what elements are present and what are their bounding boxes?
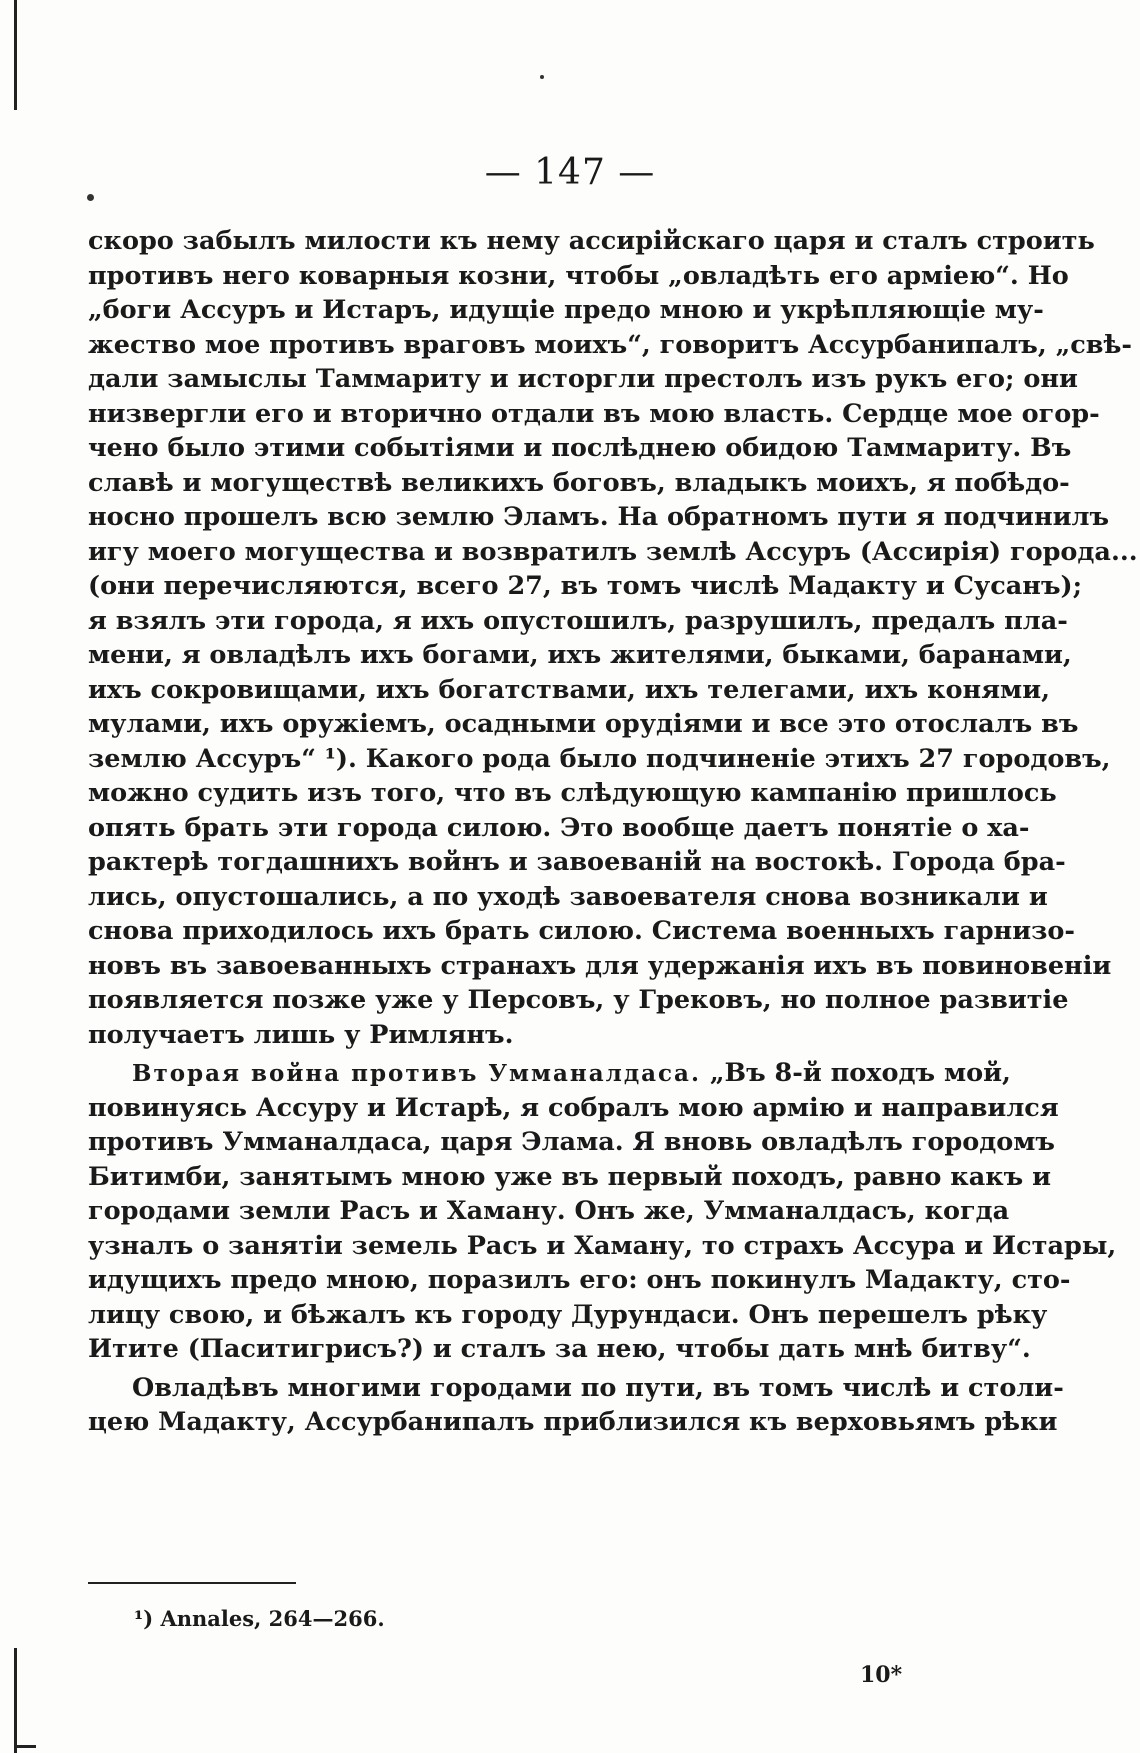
text-line: городами земли Расъ и Хаману. Онъ же, Умманалдасъ, когда bbox=[88, 1196, 1010, 1226]
text-line: новъ въ завоеванныхъ странахъ для удержанія ихъ въ повиновеніи bbox=[88, 950, 1112, 981]
text-line: можно судить изъ того, что въ слѣдующую кампанію пришлось bbox=[88, 778, 1057, 808]
text-line: (они перечисляются, всего 27, въ томъ числѣ Мадакту и Сусанъ); bbox=[88, 571, 1082, 601]
text-line: повинуясь Ассуру и Истарѣ, я собралъ мою армію и направился bbox=[88, 1092, 1059, 1123]
text-line: славѣ и могуществѣ великихъ боговъ, владыкъ моихъ, я побѣдо- bbox=[88, 467, 1070, 498]
section-first-line bbox=[88, 1056, 1011, 1091]
text-line: идущихъ предо мною, поразилъ его: онъ покинулъ Мадакту, сто- bbox=[88, 1265, 1071, 1295]
text-line: ихъ сокровищами, ихъ богатствами, ихъ телегами, ихъ конями, bbox=[88, 674, 1050, 705]
text-line: дали замыслы Таммариту и исторгли престолъ изъ рукъ его; они bbox=[88, 364, 1078, 394]
text-line: цею Мадакту, Ассурбанипалъ приблизился къ верховьямъ рѣки bbox=[88, 1407, 1058, 1437]
body-text bbox=[88, 224, 1138, 1440]
text-line: низвергли его и вторично отдали въ мою власть. Сердце мое огор- bbox=[88, 398, 1100, 429]
page-number: — 147 — bbox=[484, 152, 656, 193]
text-line: игу моего могущества и возвратилъ землѣ Ассуръ (Ассирія) города... bbox=[88, 536, 1138, 567]
scan-border-corner bbox=[14, 1745, 36, 1748]
text-line: мени, я овладѣлъ ихъ богами, ихъ жителями, быками, баранами, bbox=[88, 640, 1072, 670]
footnote-divider bbox=[88, 1582, 296, 1584]
text-line: чено было этими событіями и послѣднею обидою Таммариту. Въ bbox=[88, 433, 1072, 463]
text-line: Итите (Паситигрисъ?) и сталъ за нею, чтобы дать мнѣ битву“. bbox=[88, 1334, 1031, 1364]
text-line: носно прошелъ всю землю Эламъ. На обратномъ пути я подчинилъ bbox=[88, 502, 1110, 532]
text-line: мулами, ихъ оружіемъ, осадными орудіями и все это отослалъ въ bbox=[88, 709, 1079, 739]
text-line: Битимби, занятымъ мною уже въ первый походъ, равно какъ и bbox=[88, 1161, 1051, 1192]
text-line: „боги Ассуръ и Истаръ, идущіе предо мною и укрѣпляющіе му- bbox=[88, 295, 1044, 325]
scan-border-top bbox=[14, 0, 17, 110]
text-line: лицу свою, и бѣжалъ къ городу Дурундаси. Онъ перешелъ рѣку bbox=[88, 1299, 1048, 1330]
text-line: опять брать эти города силою. Это вообще даетъ понятіе о ха- bbox=[88, 812, 1030, 843]
text-line: землю Ассуръ“ ¹). Какого рода было подчиненіе этихъ 27 городовъ, bbox=[88, 743, 1111, 774]
text-line: я взялъ эти города, я ихъ опустошилъ, разрушилъ, предалъ пла- bbox=[88, 605, 1068, 636]
text-line: получаетъ лишь у Римлянъ. bbox=[88, 1019, 514, 1050]
printer-signature-mark: 10* bbox=[860, 1662, 903, 1688]
scan-speck bbox=[87, 194, 94, 201]
text-line: противъ него коварныя козни, чтобы „овладѣть его арміею“. Но bbox=[88, 260, 1069, 291]
text-line: лись, опустошались, а по уходѣ завоевателя снова возникали и bbox=[88, 881, 1048, 912]
text-line: снова приходилось ихъ брать силою. Система военныхъ гарнизо- bbox=[88, 916, 1075, 946]
footnote: ¹) Annales, 264—266. bbox=[134, 1606, 385, 1631]
text-line: жество мое противъ враговъ моихъ“, говоритъ Ассурбанипалъ, „свѣ- bbox=[88, 329, 1132, 360]
text-line: Овладѣвъ многими городами по пути, въ томъ числѣ и столи- bbox=[132, 1372, 1064, 1403]
scan-border-bottom bbox=[14, 1648, 17, 1753]
text-line: рактерѣ тогдашнихъ войнъ и завоеваній на востокѣ. Города бра- bbox=[88, 847, 1066, 877]
text-line: противъ Умманалдаса, царя Элама. Я вновь овладѣлъ городомъ bbox=[88, 1127, 1055, 1157]
section-heading: Вторая война противъ Умманалдаса. bbox=[132, 1060, 701, 1087]
text-line: появляется позже уже у Персовъ, у Грековъ, но полное развитіе bbox=[88, 985, 1069, 1015]
text-line: узналъ о занятіи земель Расъ и Хаману, то страхъ Ассура и Истары, bbox=[88, 1230, 1117, 1261]
section-first-line-text: „Въ 8-й походъ мой, bbox=[709, 1058, 1011, 1088]
scan-speck bbox=[540, 75, 544, 79]
text-line: скоро забылъ милости къ нему ассирійскаго царя и сталъ строить bbox=[88, 226, 1095, 256]
